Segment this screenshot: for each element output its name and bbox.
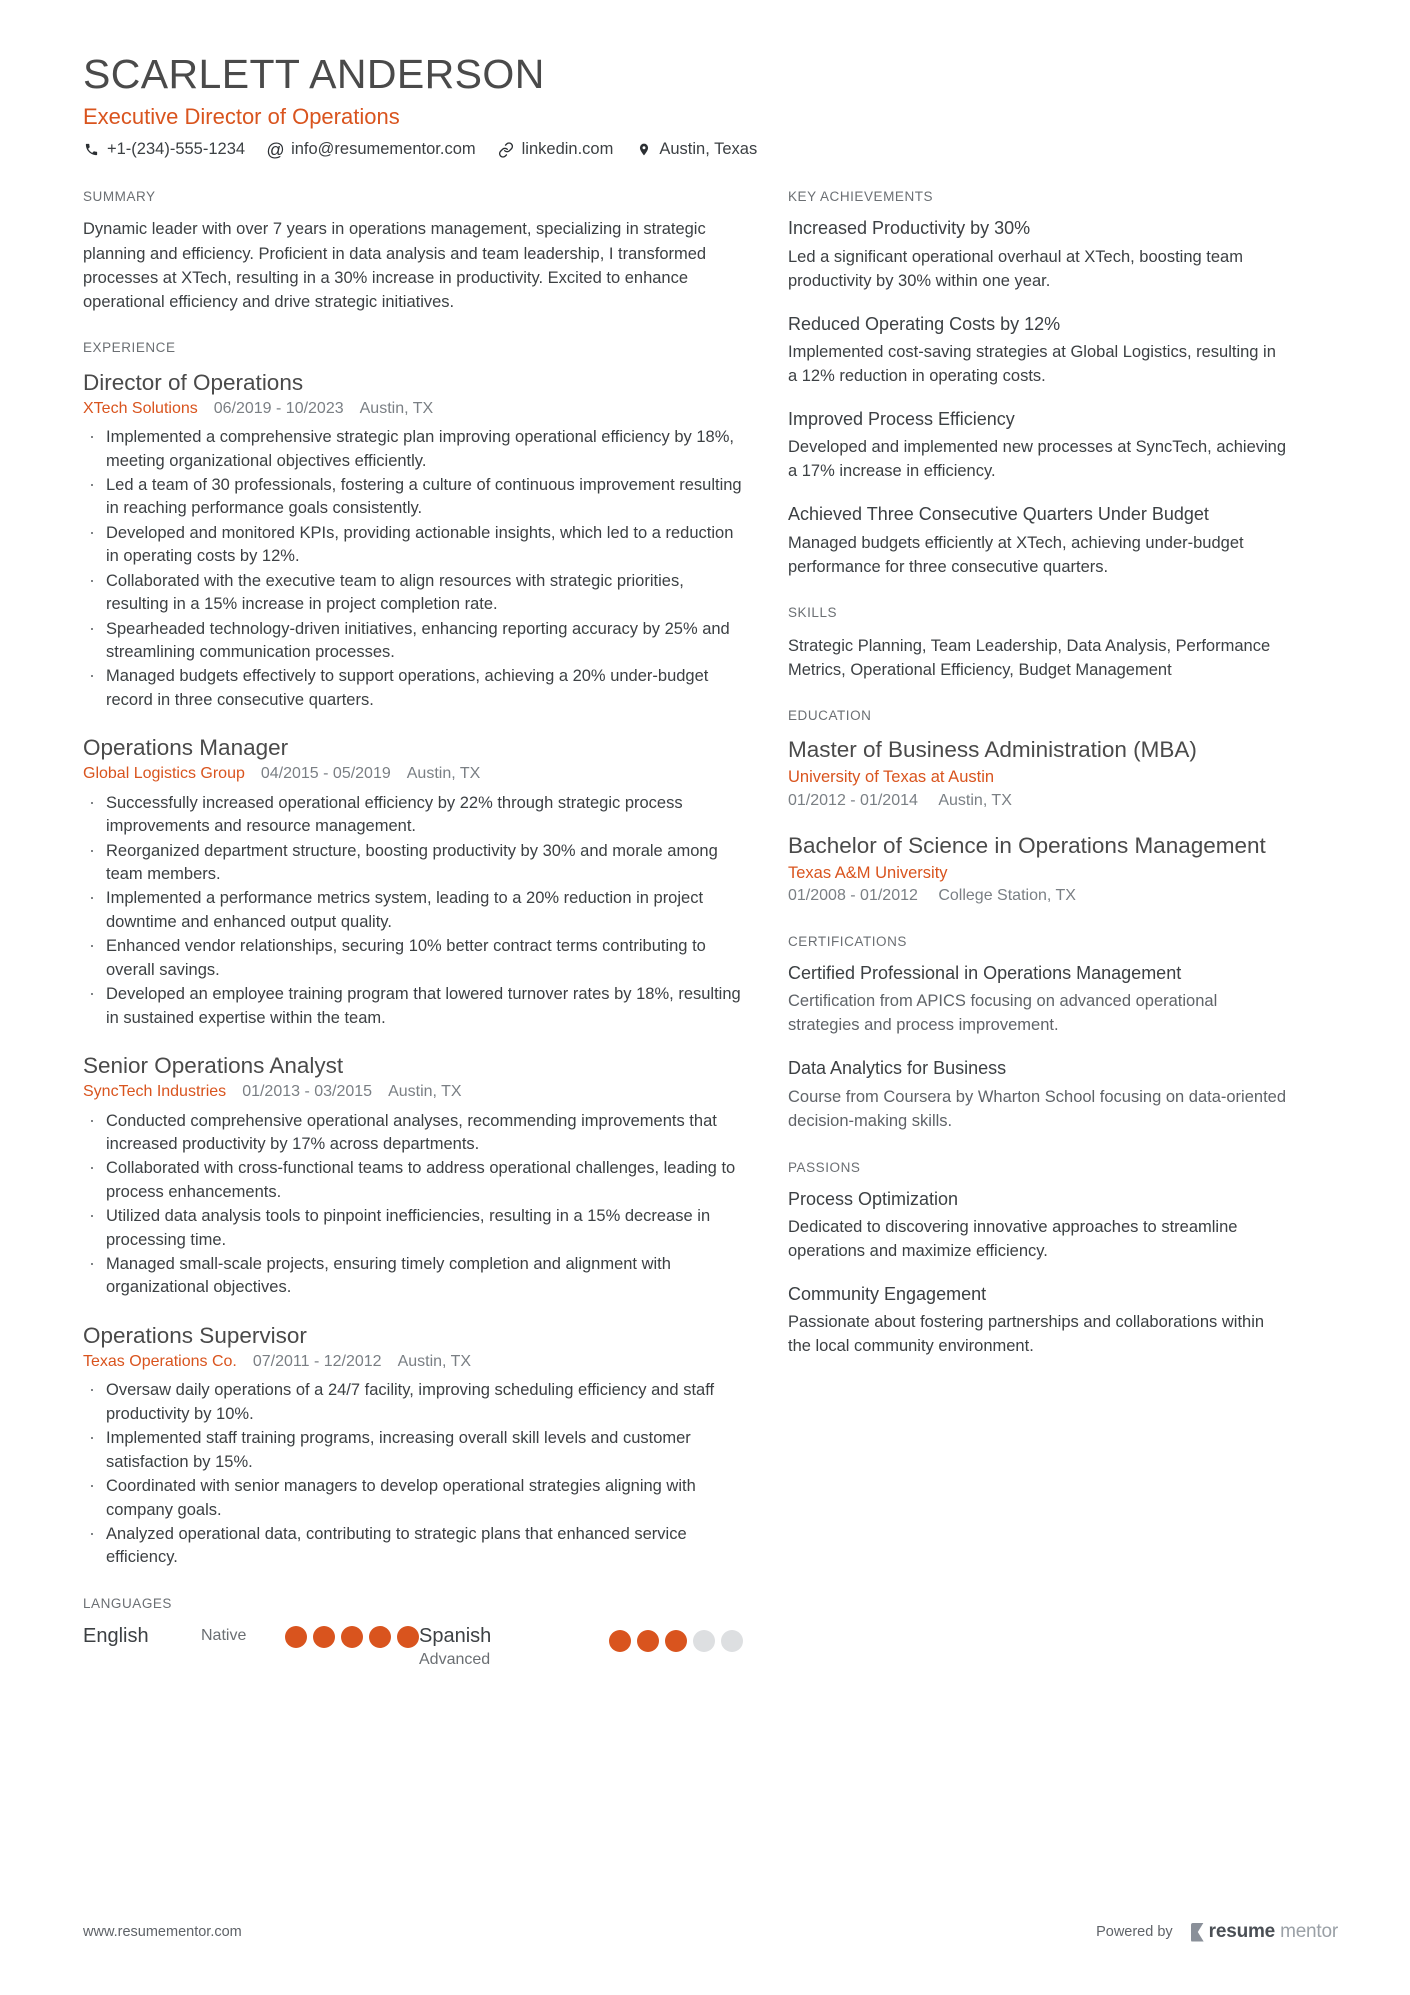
education-location: Austin, TX (938, 791, 1012, 809)
powered-by-block (1096, 1921, 1338, 1943)
education-degree: Master of Business Administration (MBA) (788, 737, 1197, 763)
rating-dot (637, 1630, 659, 1652)
skills-section-label: SKILLS (788, 605, 838, 621)
experience-entry-title: Director of Operations (83, 369, 304, 395)
certifications-section (788, 934, 1288, 1134)
summary-text: Dynamic leader with over 7 years in operations management, specializing in strategic planning and efficiency. Proficient in data analysis and team leadership, I transformed processes at XTech, resulting in a 30% increase in productivity. Excited to enhance operational efficiency and drive strategic initiatives. (83, 220, 707, 312)
language-rating-dots (609, 1624, 743, 1652)
rating-dot (397, 1626, 419, 1648)
contact-location-text: Austin, Texas (659, 140, 758, 159)
experience-entry-dates: 01/2013 - 03/2015 (242, 1083, 373, 1101)
experience-entry-meta (83, 1081, 743, 1103)
contact-row (83, 140, 1338, 159)
experience-entry-location: Austin, TX (406, 765, 481, 783)
experience-entry-title: Operations Manager (83, 735, 289, 761)
experience-entry-location: Austin, TX (388, 1083, 462, 1101)
contact-linkedin-text: linkedin.com (521, 140, 614, 159)
right-column (788, 189, 1288, 1697)
footer-website[interactable]: www.resumementor.com (83, 1924, 242, 1940)
certification-description: Certification from APICS focusing on advanced operational strategies and process improvement. (788, 992, 1218, 1035)
achievement-description: Developed and implemented new processes at SyncTech, achieving a 17% increase in efficiency. (788, 438, 1287, 481)
achievement-title: Increased Productivity by 30% (788, 218, 1031, 239)
experience-entry (83, 734, 743, 1030)
language-item (83, 1624, 419, 1648)
key-achievements-section-label: KEY ACHIEVEMENTS (788, 189, 934, 205)
education-dates: 01/2012 - 01/2014 (788, 791, 918, 809)
languages-section-label: LANGUAGES (83, 1595, 172, 1611)
bullet-item: · Coordinated with senior managers to develop operational strategies aligning with company goals. (83, 1475, 743, 1522)
summary-section (83, 189, 743, 314)
resumementor-logo (1191, 1921, 1338, 1943)
language-rating-dots (285, 1624, 419, 1648)
bullet-item: · Implemented staff training programs, increasing overall skill levels and customer satisfaction by 15%. (83, 1427, 743, 1474)
experience-entry-meta (83, 1351, 743, 1373)
certification-title: Certified Professional in Operations Management (788, 963, 1182, 984)
powered-by-label: Powered by (1096, 1924, 1173, 1940)
education-meta (788, 885, 1288, 907)
passions-section (788, 1160, 1288, 1360)
experience-entry-bullets (83, 1379, 743, 1569)
experience-entry-title: Operations Supervisor (83, 1322, 307, 1348)
contact-linkedin[interactable] (498, 140, 614, 159)
language-item (419, 1624, 743, 1671)
rating-dot (313, 1626, 335, 1648)
bullet-item: · Developed an employee training program that lowered turnover rates by 18%, resulting in sustained expertise within the team. (83, 983, 743, 1030)
language-level: Advanced (419, 1650, 491, 1668)
education-meta (788, 790, 1288, 812)
rating-dot (665, 1630, 687, 1652)
left-column (83, 189, 788, 1697)
experience-entry-org: Texas Operations Co. (83, 1353, 237, 1370)
bullet-item: · Utilized data analysis tools to pinpoint inefficiencies, resulting in a 15% decrease in processing time. (83, 1205, 743, 1252)
language-name: English (83, 1624, 149, 1647)
experience-entry-bullets (83, 426, 743, 712)
achievement-title: Reduced Operating Costs by 12% (788, 313, 1061, 334)
experience-entry-dates: 06/2019 - 10/2023 (213, 399, 344, 417)
certification-item (788, 1057, 1288, 1133)
experience-entry-org: SyncTech Industries (83, 1083, 227, 1101)
brand-name-bold: resume (1208, 1921, 1276, 1942)
experience-entry-bullets (83, 1110, 743, 1300)
bullet-item: · Led a team of 30 professionals, fostering a culture of continuous improvement resulting in reaching performance goals consistently. (83, 474, 743, 521)
contact-email[interactable] (267, 140, 476, 159)
experience-section-label: EXPERIENCE (83, 340, 176, 356)
candidate-job-title: Executive Director of Operations (83, 103, 400, 129)
location-pin-icon (635, 141, 652, 158)
bullet-item: · Managed small-scale projects, ensuring timely completion and alignment with organizational objectives. (83, 1253, 743, 1300)
summary-section-label: SUMMARY (83, 189, 156, 205)
languages-section (83, 1596, 743, 1671)
bullet-item: · Collaborated with cross-functional teams to address operational challenges, leading to process enhancements. (83, 1157, 743, 1204)
bullet-item: · Reorganized department structure, boosting productivity by 30% and morale among team members. (83, 840, 743, 887)
language-name: Spanish (419, 1624, 492, 1647)
experience-entry-org: XTech Solutions (83, 399, 198, 417)
achievement-item (788, 408, 1288, 484)
experience-entry-dates: 04/2015 - 05/2019 (260, 765, 391, 783)
education-entry (788, 832, 1288, 908)
education-entry (788, 736, 1288, 812)
achievement-title: Achieved Three Consecutive Quarters Under Budget (788, 504, 1209, 525)
resumementor-mark-icon (1191, 1923, 1204, 1942)
bullet-item: · Conducted comprehensive operational analyses, recommending improvements that increased productivity by 17% across departments. (83, 1110, 743, 1157)
rating-dot (285, 1626, 307, 1648)
bullet-item: · Spearheaded technology-driven initiatives, enhancing reporting accuracy by 25% and streamlining communication processes. (83, 618, 743, 665)
candidate-name: SCARLETT ANDERSON (83, 51, 545, 97)
achievement-item (788, 503, 1288, 579)
phone-icon (83, 141, 100, 158)
bullet-item: · Implemented a performance metrics system, leading to a 20% reduction in project downtime and enhanced output quality. (83, 887, 743, 934)
rating-dot (369, 1626, 391, 1648)
achievement-description: Managed budgets efficiently at XTech, achieving under-budget performance for three consecutive quarters. (788, 533, 1244, 576)
education-school: Texas A&M University (788, 864, 948, 883)
contact-email-text: info@resumementor.com (291, 140, 476, 159)
passion-description: Passionate about fostering partnerships and collaborations within the local community environment. (788, 1313, 1265, 1356)
experience-entry-dates: 07/2011 - 12/2012 (252, 1353, 382, 1370)
language-label-column (419, 1624, 537, 1671)
experience-entry-org: Global Logistics Group (83, 765, 245, 783)
certification-description: Course from Coursera by Wharton School focusing on data-oriented decision-making skills. (788, 1087, 1287, 1130)
achievement-description: Led a significant operational overhaul at XTech, boosting team productivity by 30% within one year. (788, 247, 1243, 290)
education-school: University of Texas at Austin (788, 768, 995, 787)
rating-dot (609, 1630, 631, 1652)
key-achievements-section (788, 189, 1288, 579)
experience-entry (83, 369, 743, 713)
skills-section (788, 605, 1288, 682)
experience-entry (83, 1322, 743, 1570)
experience-section (83, 340, 743, 1569)
experience-entry-location: Austin, TX (359, 399, 434, 417)
experience-entry-title: Senior Operations Analyst (83, 1052, 344, 1078)
contact-phone[interactable] (83, 140, 245, 159)
page-footer (83, 1921, 1338, 1943)
achievement-description: Implemented cost-saving strategies at Global Logistics, resulting in a 12% reduction in operating costs. (788, 343, 1276, 386)
experience-entry (83, 1052, 743, 1300)
skills-text: Strategic Planning, Team Leadership, Data Analysis, Performance Metrics, Operational Efficiency, Budget Management (788, 636, 1271, 679)
bullet-item: · Managed budgets effectively to support operations, achieving a 20% under-budget record in three consecutive quarters. (83, 665, 743, 712)
passion-title: Process Optimization (788, 1188, 959, 1209)
achievement-title: Improved Process Efficiency (788, 408, 1015, 429)
certification-item (788, 962, 1288, 1038)
experience-entry-bullets (83, 792, 743, 1030)
language-level: Native (201, 1626, 247, 1644)
bullet-item: · Oversaw daily operations of a 24/7 facility, improving scheduling efficiency and staff productivity by 10%. (83, 1379, 743, 1426)
contact-location (635, 140, 757, 159)
passions-section-label: PASSIONS (788, 1159, 861, 1175)
bullet-item: · Implemented a comprehensive strategic plan improving operational efficiency by 18%, meeting organizational objectives efficiently. (83, 426, 743, 473)
passion-item (788, 1188, 1288, 1264)
bullet-item: · Developed and monitored KPIs, providing actionable insights, which led to a reduction in operating costs by 12%. (83, 522, 743, 569)
resume-header (83, 52, 1338, 159)
bullet-item: · Enhanced vendor relationships, securing 10% better contract terms contributing to overall savings. (83, 935, 743, 982)
experience-entry-meta (83, 398, 743, 420)
rating-dot (721, 1630, 743, 1652)
achievement-item (788, 217, 1288, 293)
achievement-item (788, 313, 1288, 389)
bullet-item: · Analyzed operational data, contributing to strategic plans that enhanced service efficiency. (83, 1523, 743, 1570)
education-section (788, 708, 1288, 908)
education-location: College Station, TX (938, 887, 1076, 905)
rating-dot (693, 1630, 715, 1652)
passion-description: Dedicated to discovering innovative approaches to streamline operations and maximize efficiency. (788, 1218, 1238, 1261)
contact-phone-text: +1-(234)-555-1234 (107, 140, 246, 159)
email-icon: @ (266, 139, 285, 160)
passion-title: Community Engagement (788, 1283, 987, 1304)
passion-item (788, 1283, 1288, 1359)
link-icon (498, 141, 515, 158)
education-dates: 01/2008 - 01/2012 (788, 887, 918, 905)
rating-dot (341, 1626, 363, 1648)
bullet-item: · Collaborated with the executive team to align resources with strategic priorities, resulting in a 15% increase in project completion rate. (83, 570, 743, 617)
certifications-section-label: CERTIFICATIONS (788, 933, 907, 949)
bullet-item: · Successfully increased operational efficiency by 22% through strategic process improvements and resource management. (83, 792, 743, 839)
brand-name-light: mentor (1280, 1921, 1338, 1942)
education-section-label: EDUCATION (788, 708, 872, 724)
education-degree: Bachelor of Science in Operations Management (788, 833, 1266, 859)
experience-entry-meta (83, 763, 743, 785)
languages-list (83, 1624, 743, 1671)
certification-title: Data Analytics for Business (788, 1058, 1007, 1079)
experience-entry-location: Austin, TX (397, 1353, 472, 1370)
